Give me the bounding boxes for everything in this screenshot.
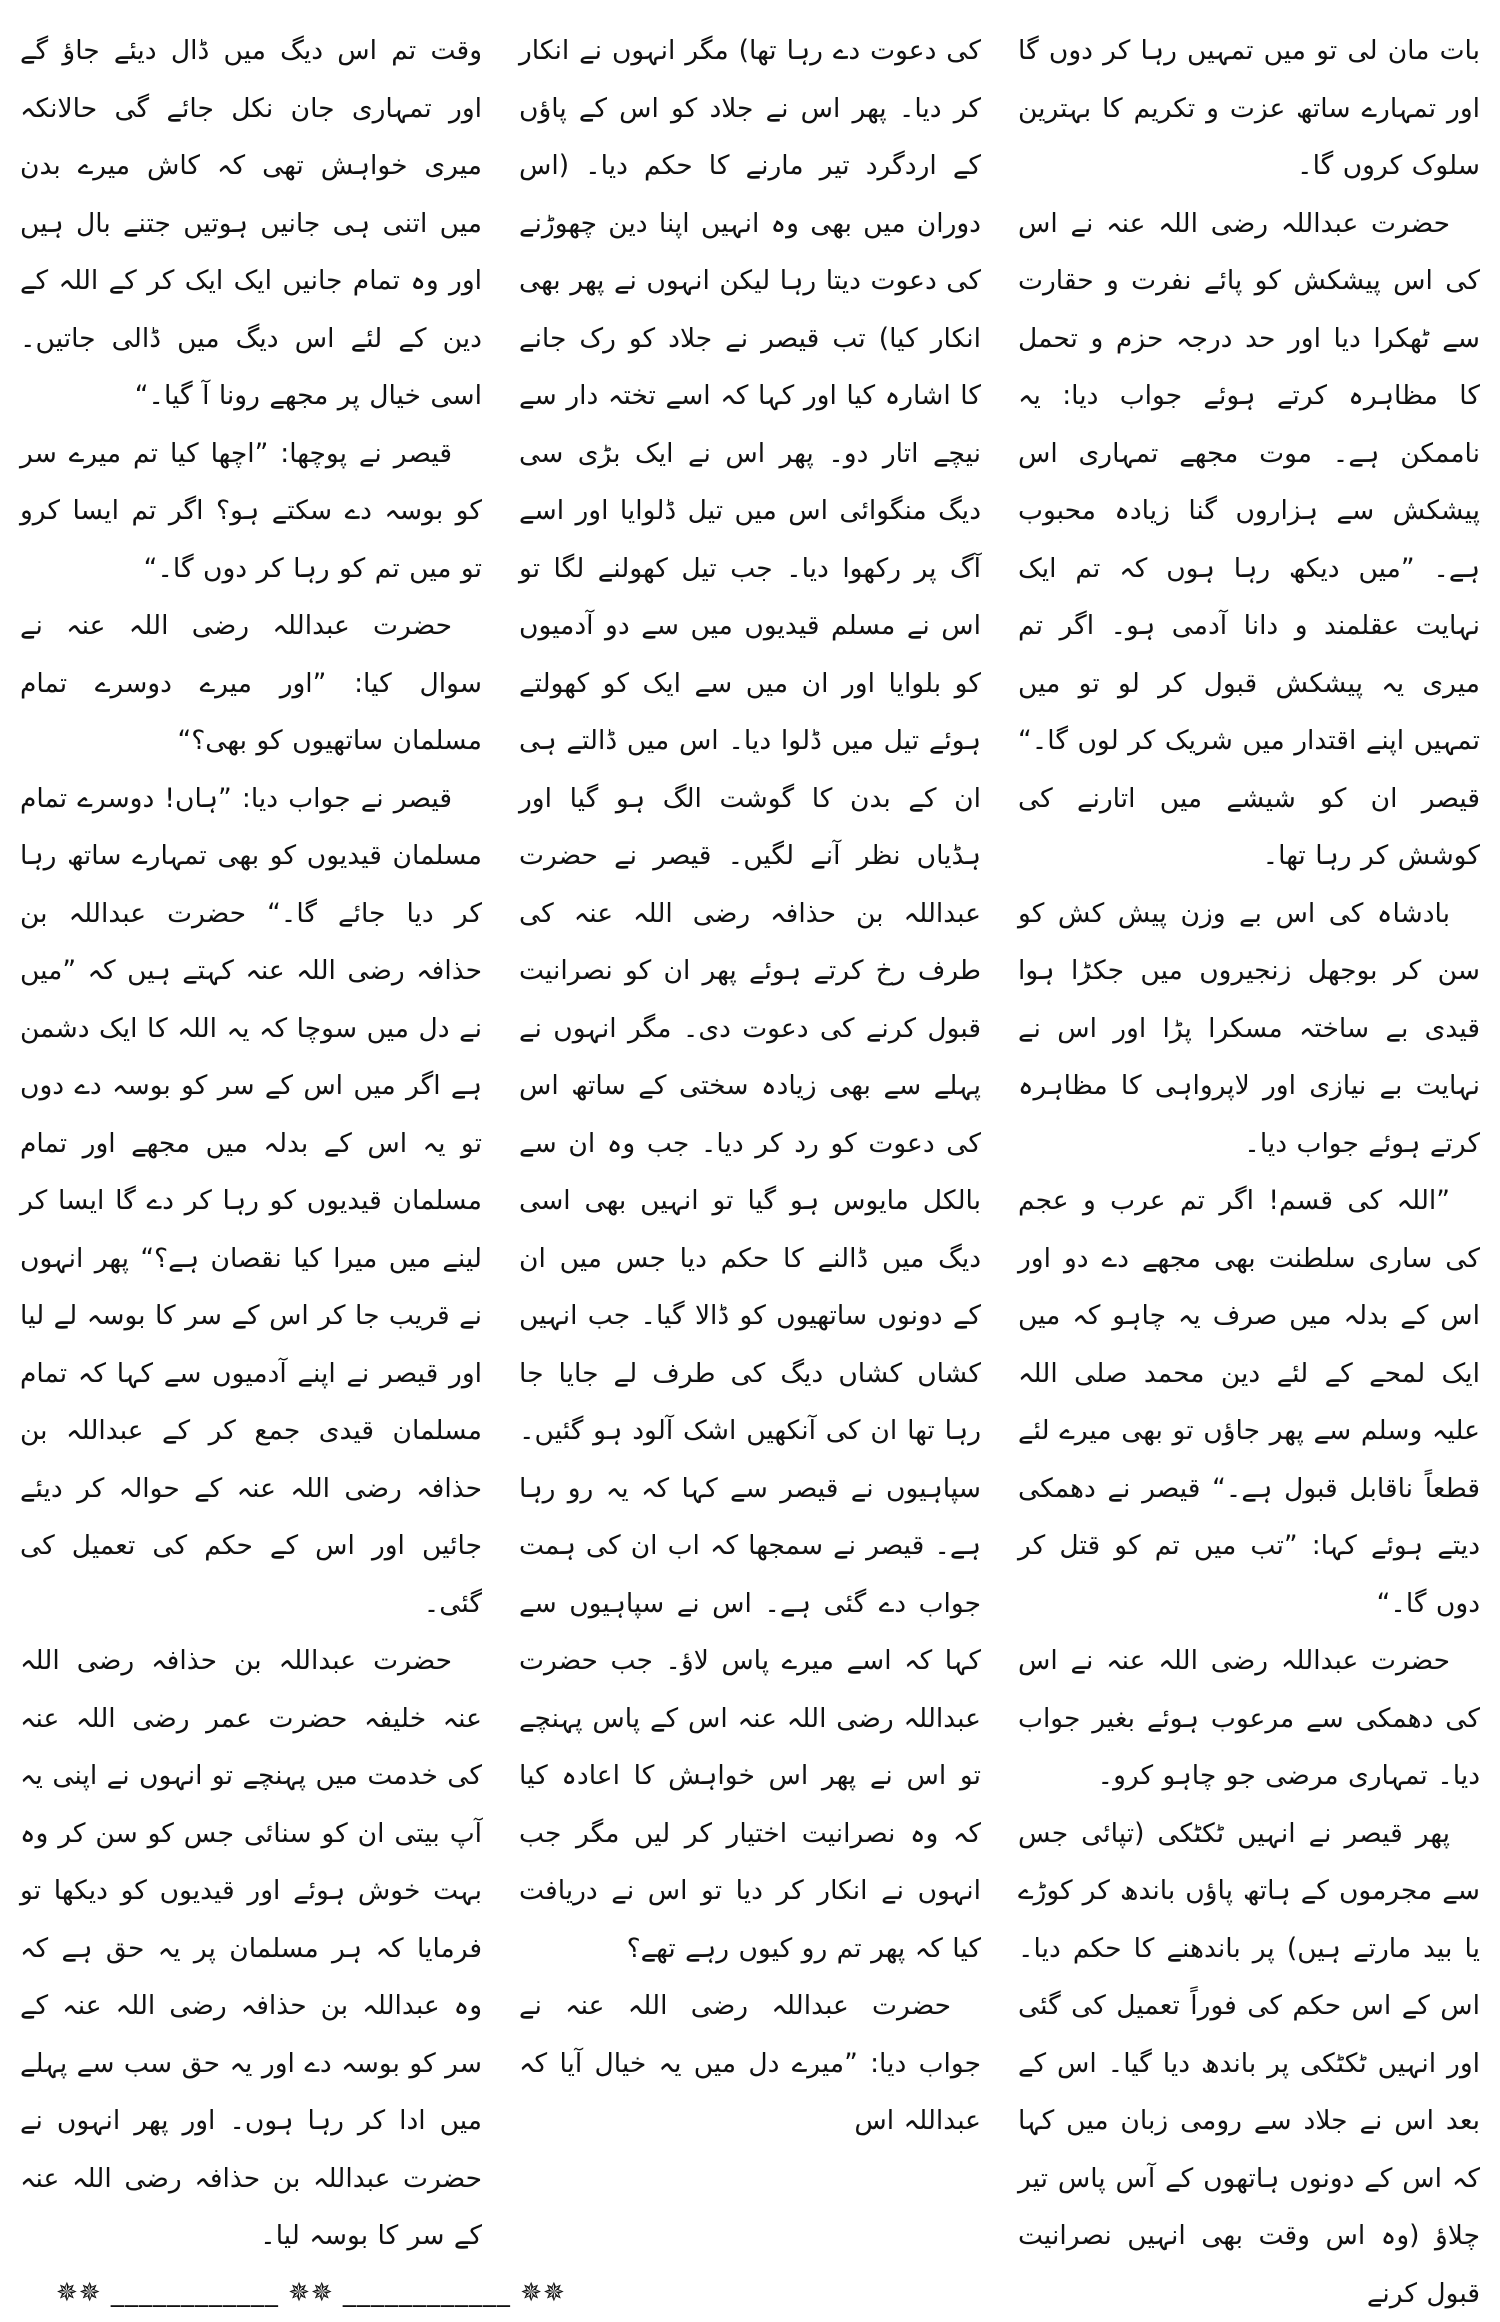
paragraph: پھر قیصر نے انہیں ٹکٹکی (تپائی جس سے مجرموں کے ہاتھ پاؤں باندھ کر کوڑے یا بید مارتے ہیں) پر باندھنے کا حکم دیا۔ اس کے اس حکم کی فوراً تعمیل کی گئی اور انہیں ٹکٹکی پر باندھ دیا گیا۔ اس کے بعد اس نے جلاد سے رومی زبان میں کہا کہ اس کے دونوں ہاتھوں کے آس پاس تیر چلاؤ (وہ اس وقت بھی انہیں نصرانیت قبول کرنے xyxy=(1018,1805,1480,2322)
paragraph: ”اللہ کی قسم! اگر تم عرب و عجم کی ساری سلطنت بھی مجھے دے دو اور اس کے بدلہ میں صرف یہ چاہو کہ میں ایک لمحے کے لئے دین محمد صلی اللہ علیہ وسلم سے پھر جاؤں تو بھی میرے لئے قطعاً ناقابل قبول ہے۔“ قیصر نے دھمکی دیتے ہوئے کہا: ”تب میں تم کو قتل کر دوں گا۔“ xyxy=(1018,1172,1480,1632)
paragraph: حضرت عبداللہ رضی اللہ عنہ نے اس کی دھمکی سے مرعوب ہوئے بغیر جواب دیا۔ تمہاری مرضی جو چاہو کرو۔ xyxy=(1018,1632,1480,1805)
paragraph: قیصر نے جواب دیا: ”ہاں! دوسرے تمام مسلمان قیدیوں کو بھی تمہارے ساتھ رہا کر دیا جائے گا۔“ حضرت عبداللہ بن حذافہ رضی اللہ عنہ کہتے ہیں کہ ”میں نے دل میں سوچا کہ یہ اللہ کا ایک دشمن ہے اگر میں اس کے سر کو بوسہ دے دوں تو یہ اس کے بدلہ میں مجھے اور تمام مسلمان قیدیوں کو رہا کر دے گا ایسا کر لینے میں میرا کیا نقصان ہے؟“ پھر انہوں نے قریب جا کر اس کے سر کا بوسہ لے لیا اور قیصر نے اپنے آدمیوں سے کہا کہ تمام مسلمان قیدی جمع کر کے عبداللہ بن حذافہ رضی اللہ عنہ کے حوالہ کر دیئے جائیں اور اس کے حکم کی تعمیل کی گئی۔ xyxy=(20,770,482,1633)
text-column-left xyxy=(20,22,482,2182)
text-column-middle xyxy=(519,22,981,2182)
text-column-right xyxy=(1018,22,1480,2182)
paragraph: بادشاہ کی اس بے وزن پیش کش کو سن کر بوجھل زنجیروں میں جکڑا ہوا قیدی بے ساختہ مسکرا پڑا اور اس نے نہایت بے نیازی اور لاپرواہی کا مظاہرہ کرتے ہوئے جواب دیا۔ xyxy=(1018,885,1480,1173)
paragraph: بات مان لی تو میں تمہیں رہا کر دوں گا اور تمہارے ساتھ عزت و تکریم کا بہترین سلوک کروں گا۔ xyxy=(1018,22,1480,195)
paragraph: قیصر نے پوچھا: ”اچھا کیا تم میرے سر کو بوسہ دے سکتے ہو؟ اگر تم ایسا کرو تو میں تم کو رہا کر دوں گا۔“ xyxy=(20,425,482,598)
paragraph: کی دعوت دے رہا تھا) مگر انہوں نے انکار کر دیا۔ پھر اس نے جلاد کو اس کے پاؤں کے اردگرد تیر مارنے کا حکم دیا۔ (اس دوران میں بھی وہ انہیں اپنا دین چھوڑنے کی دعوت دیتا رہا لیکن انہوں نے پھر بھی انکار کیا) تب قیصر نے جلاد کو رک جانے کا اشارہ کیا اور کہا کہ اسے تختہ دار سے نیچے اتار دو۔ پھر اس نے ایک بڑی سی دیگ منگوائی اس میں تیل ڈلوایا اور اسے آگ پر رکھوا دیا۔ جب تیل کھولنے لگا تو اس نے مسلم قیدیوں میں سے دو آدمیوں کو بلوایا اور ان میں سے ایک کو کھولتے ہوئے تیل میں ڈلوا دیا۔ اس میں ڈالتے ہی ان کے بدن کا گوشت الگ ہو گیا اور ہڈیاں نظر آنے لگیں۔ قیصر نے حضرت عبداللہ بن حذافہ رضی اللہ عنہ کی طرف رخ کرتے ہوئے پھر ان کو نصرانیت قبول کرنے کی دعوت دی۔ مگر انہوں نے پہلے سے بھی زیادہ سختی کے ساتھ اس کی دعوت کو رد کر دیا۔ جب وہ ان سے بالکل مایوس ہو گیا تو انہیں بھی اسی دیگ میں ڈالنے کا حکم دیا جس میں ان کے دونوں ساتھیوں کو ڈالا گیا۔ جب انہیں کشاں کشاں دیگ کی طرف لے جایا جا رہا تھا ان کی آنکھیں اشک آلود ہو گئیں۔ سپاہیوں نے قیصر سے کہا کہ یہ رو رہا ہے۔ قیصر نے سمجھا کہ اب ان کی ہمت جواب دے گئی ہے۔ اس نے سپاہیوں سے کہا کہ اسے میرے پاس لاؤ۔ جب حضرت عبداللہ رضی اللہ عنہ اس کے پاس پہنچے تو اس نے پھر اس خواہش کا اعادہ کیا کہ وہ نصرانیت اختیار کر لیں مگر جب انہوں نے انکار کر دیا تو اس نے دریافت کیا کہ پھر تم رو کیوں رہے تھے؟ xyxy=(519,22,981,1977)
paragraph: حضرت عبداللہ رضی اللہ عنہ نے جواب دیا: ”میرے دل میں یہ خیال آیا کہ عبداللہ اس xyxy=(519,1977,981,2150)
article-page xyxy=(20,22,1480,2182)
section-separator: ✵✵ ____________ ✵✵ ____________ ✵✵ xyxy=(20,2265,482,2322)
paragraph: حضرت عبداللہ رضی اللہ عنہ نے اس کی اس پیشکش کو پائے نفرت و حقارت سے ٹھکرا دیا اور حد درجہ حزم و تحمل کا مظاہرہ کرتے ہوئے جواب دیا: یہ ناممکن ہے۔ موت مجھے تمہاری اس پیشکش سے ہزاروں گنا زیادہ محبوب ہے۔ ”میں دیکھ رہا ہوں کہ تم ایک نہایت عقلمند و دانا آدمی ہو۔ اگر تم میری یہ پیشکش قبول کر لو تو میں تمہیں اپنے اقتدار میں شریک کر لوں گا۔“ قیصر ان کو شیشے میں اتارنے کی کوشش کر رہا تھا۔ xyxy=(1018,195,1480,885)
paragraph: حضرت عبداللہ بن حذافہ رضی اللہ عنہ خلیفہ حضرت عمر رضی اللہ عنہ کی خدمت میں پہنچے تو انہوں نے اپنی یہ آپ بیتی ان کو سنائی جس کو سن کر وہ بہت خوش ہوئے اور قیدیوں کو دیکھا تو فرمایا کہ ہر مسلمان پر یہ حق ہے کہ وہ عبداللہ بن حذافہ رضی اللہ عنہ کے سر کو بوسہ دے اور یہ حق سب سے پہلے میں ادا کر رہا ہوں۔ اور پھر انہوں نے حضرت عبداللہ بن حذافہ رضی اللہ عنہ کے سر کا بوسہ لیا۔ xyxy=(20,1632,482,2265)
paragraph: حضرت عبداللہ رضی اللہ عنہ نے سوال کیا: ”اور میرے دوسرے تمام مسلمان ساتھیوں کو بھی؟“ xyxy=(20,597,482,770)
paragraph: وقت تم اس دیگ میں ڈال دیئے جاؤ گے اور تمہاری جان نکل جائے گی حالانکہ میری خواہش تھی کہ کاش میرے بدن میں اتنی ہی جانیں ہوتیں جتنے بال ہیں اور وہ تمام جانیں ایک ایک کر کے اللہ کے دین کے لئے اس دیگ میں ڈالی جاتیں۔ اسی خیال پر مجھے رونا آ گیا۔“ xyxy=(20,22,482,425)
